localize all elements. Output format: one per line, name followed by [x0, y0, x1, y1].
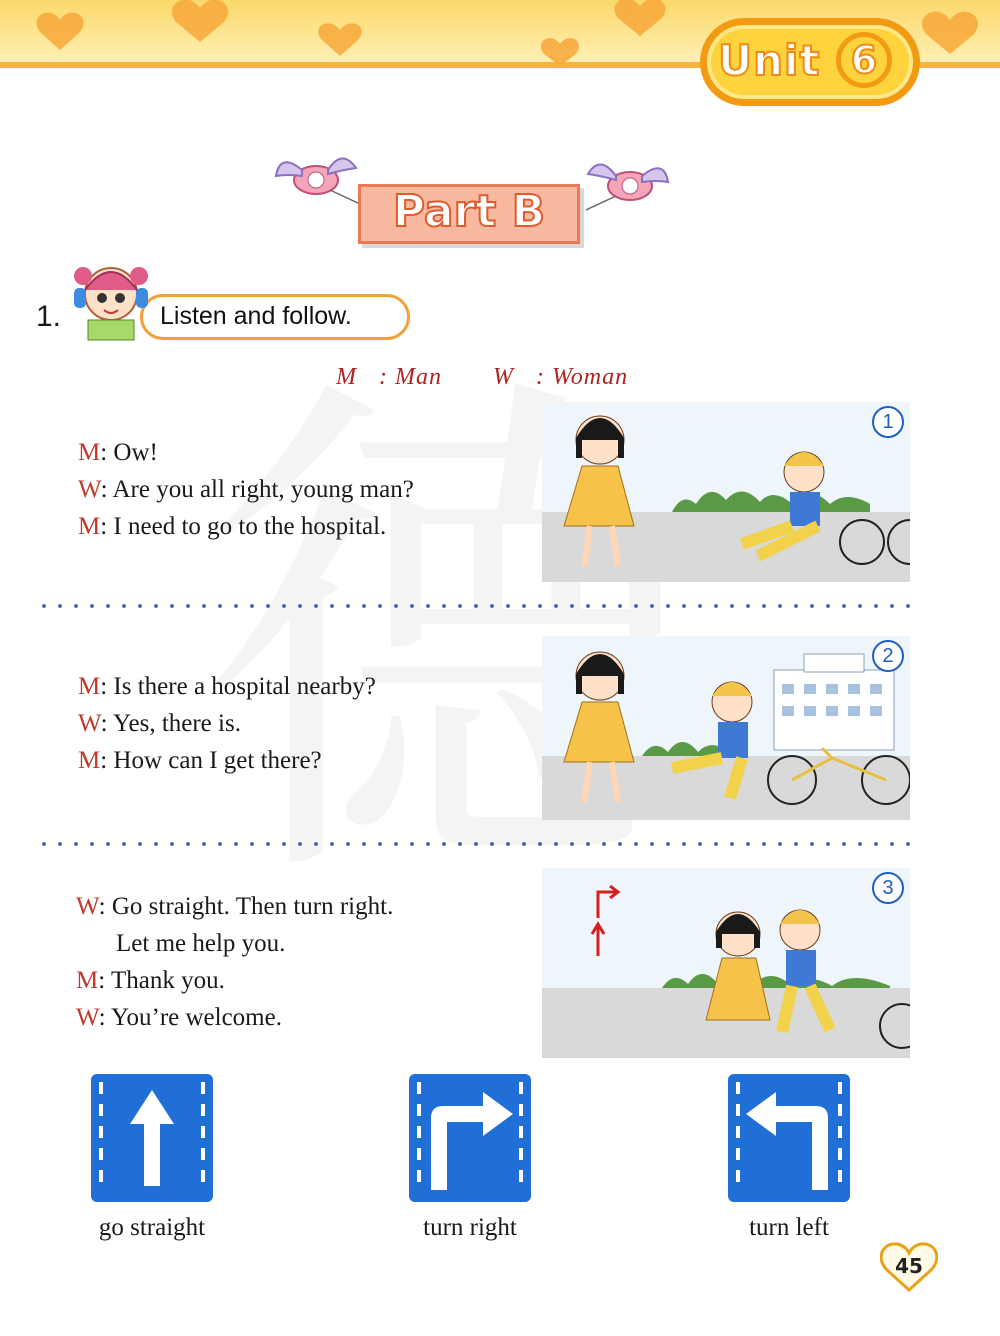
panel-number: 3 [872, 872, 904, 904]
dialogue-line: M: I need to go to the hospital. [78, 513, 387, 540]
panel-number: 1 [872, 406, 904, 438]
sign-label: turn left [749, 1214, 829, 1241]
unit-number: 6 [850, 38, 878, 82]
dialogue-1 [78, 434, 414, 545]
turn-left-arrow-icon [728, 1074, 850, 1202]
scene-panel-2 [542, 636, 910, 820]
legend-woman: W : Woman [493, 364, 629, 390]
dialogue-line: W: Go straight. Then turn right. [76, 893, 394, 920]
panel-number: 2 [872, 640, 904, 672]
dotted-divider [36, 604, 911, 608]
scene-panel-1 [542, 402, 910, 582]
dotted-divider [36, 842, 911, 846]
dialogue-line: M: How can I get there? [78, 747, 322, 774]
bird-right-icon [586, 156, 676, 226]
dialogue-line: W: Yes, there is. [78, 710, 241, 737]
sign-label: go straight [98, 1214, 206, 1241]
exercise-title: Listen and follow. [160, 302, 352, 330]
dialogue-line: M: Is there a hospital nearby? [78, 673, 376, 700]
sign-label: turn right [423, 1214, 517, 1241]
dialogue-line: M: Thank you. [76, 967, 225, 994]
page-number: 45 [895, 1254, 923, 1278]
dialogue-2 [78, 668, 376, 779]
straight-arrow-icon [91, 1074, 213, 1202]
exercise-number: 1. [36, 300, 62, 333]
unit-label: Unit [718, 36, 821, 85]
speaker-legend [336, 364, 672, 391]
bird-left-icon [272, 150, 362, 220]
dialogue-line: W: Are you all right, young man? [78, 476, 414, 503]
part-title: Part B [392, 186, 546, 237]
girl-headphones-icon [68, 254, 154, 344]
scene-panel-3 [542, 868, 910, 1058]
dialogue-3 [76, 888, 393, 1036]
turn-right-arrow-icon [409, 1074, 531, 1202]
dialogue-line: M: Ow! [78, 439, 158, 466]
dialogue-line: Let me help you. [116, 930, 286, 957]
dialogue-line: W: You’re welcome. [76, 1004, 282, 1031]
legend-man: M : Man [336, 364, 442, 390]
